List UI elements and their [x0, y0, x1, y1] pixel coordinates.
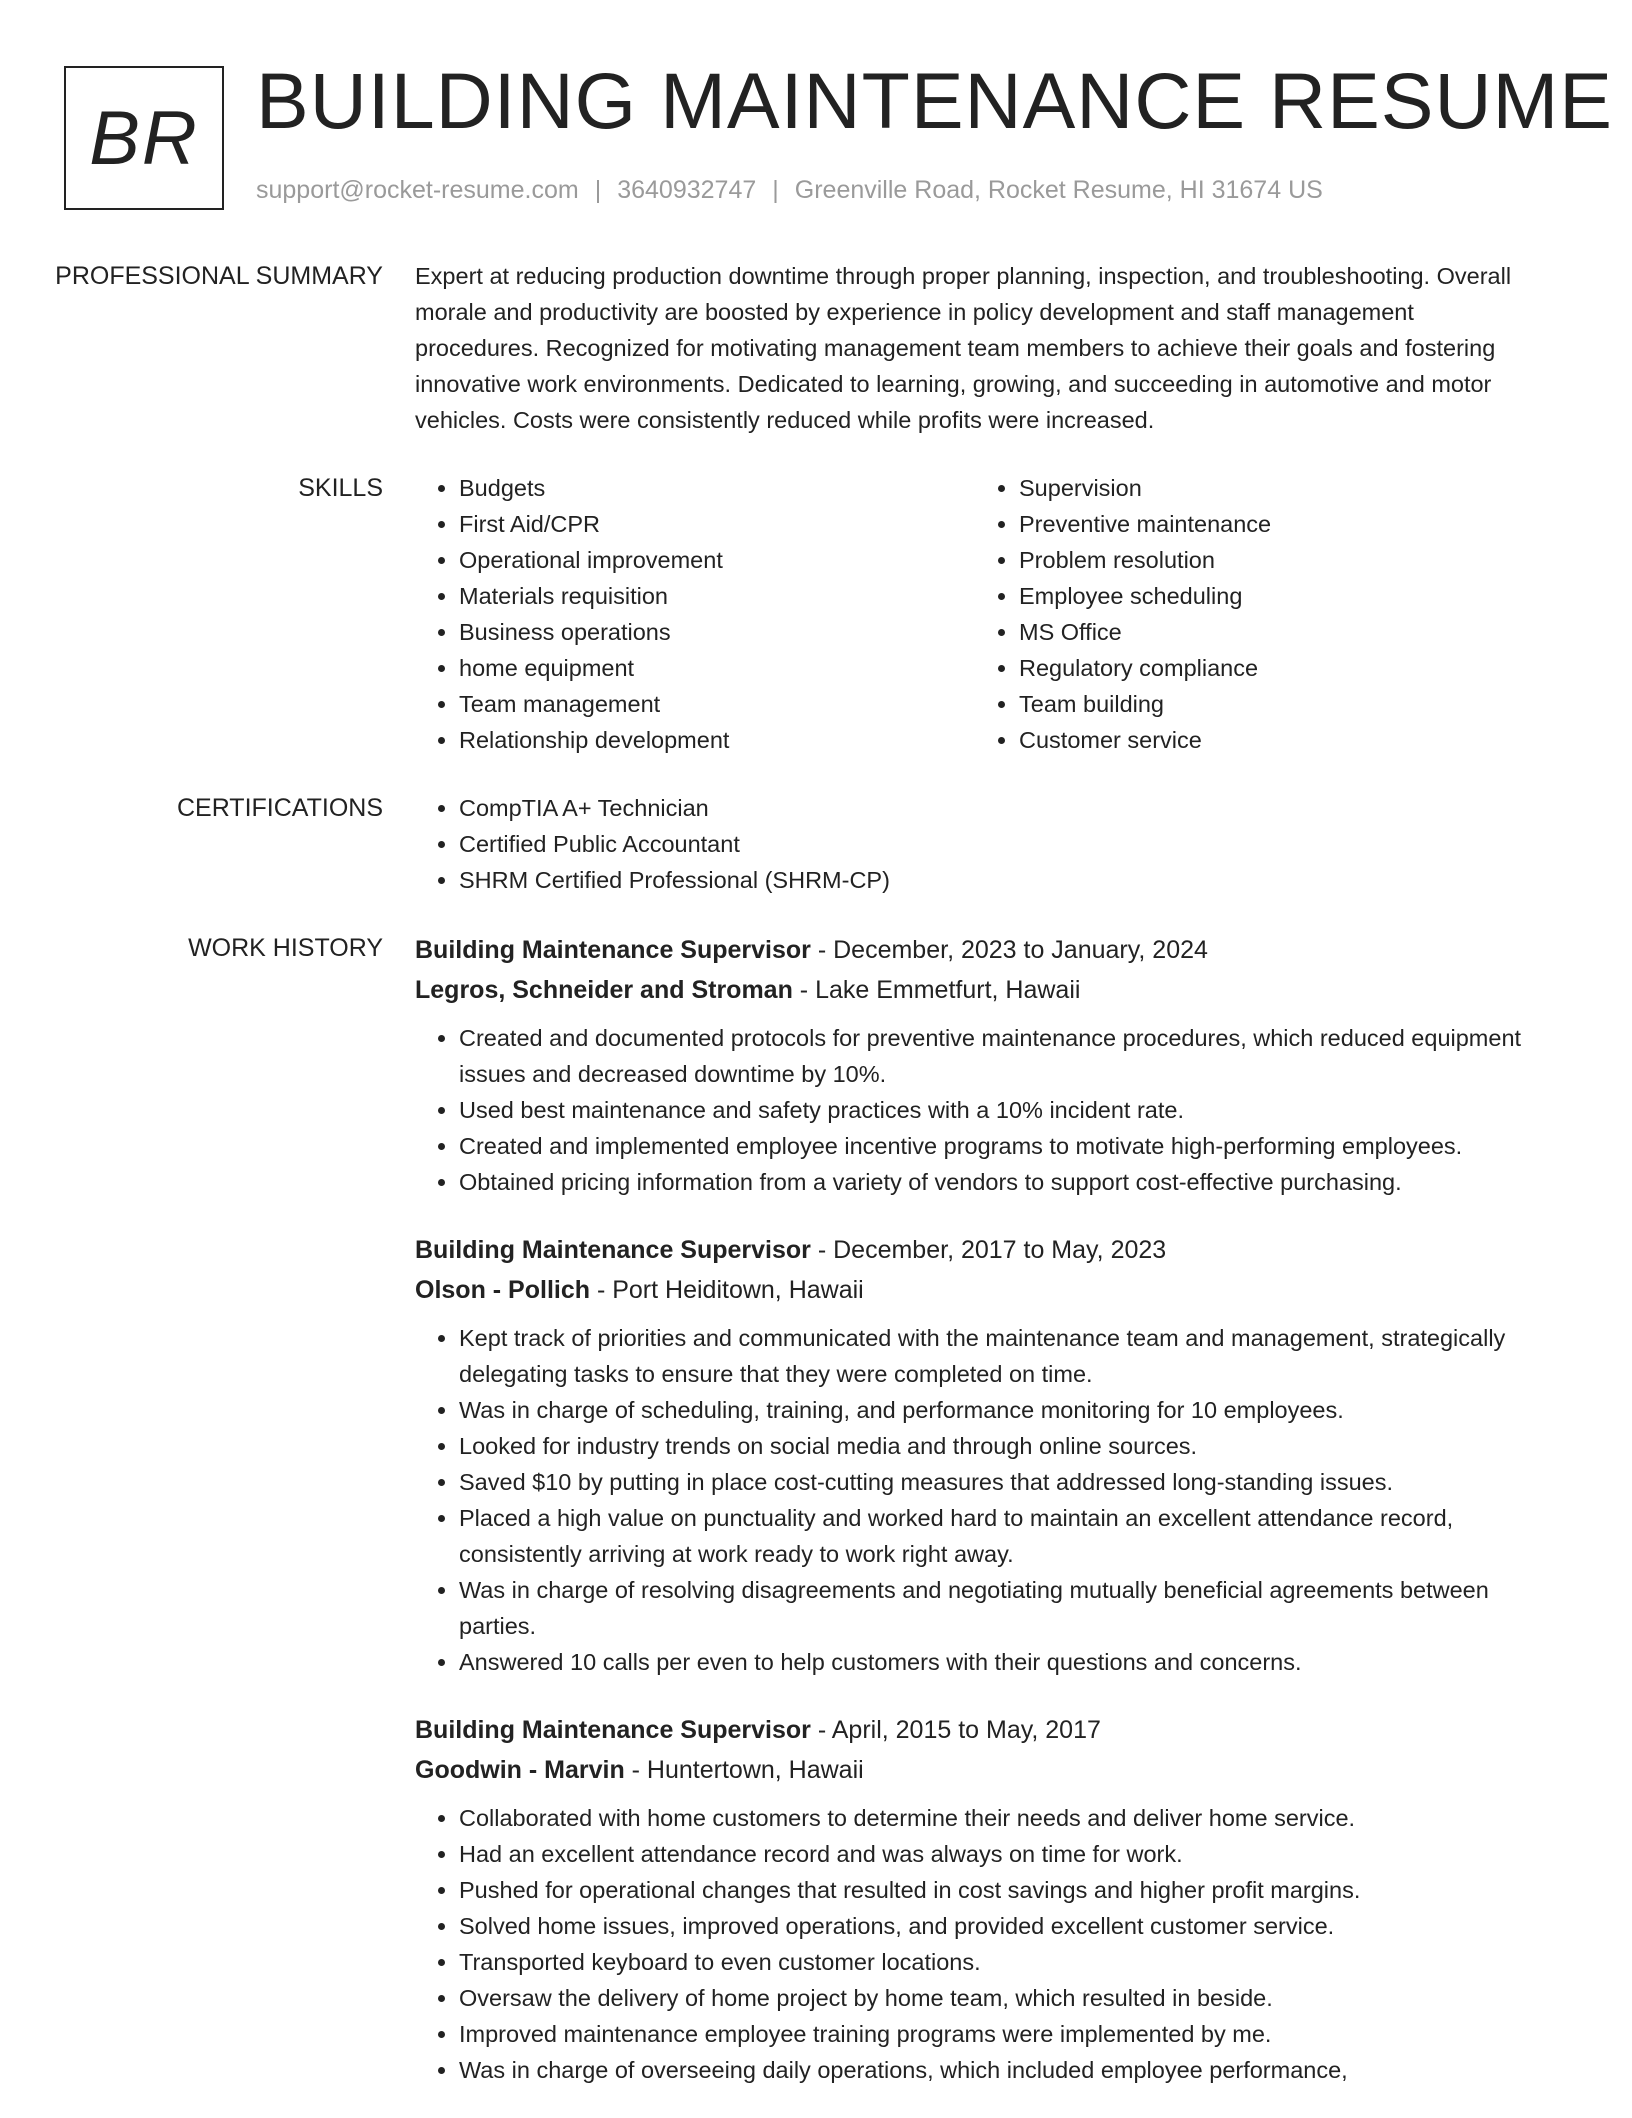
- job-entry: [415, 1230, 1535, 1680]
- job-dates: - April, 2015 to May, 2017: [810, 1716, 1101, 1744]
- job-bullet: • Oversaw the delivery of home project by home team, which resulted in beside.: [459, 1980, 1535, 2016]
- contact-separator: |: [594, 176, 602, 204]
- job-dates: - December, 2017 to May, 2023: [810, 1236, 1167, 1264]
- job-entry: [415, 930, 1535, 1200]
- summary-text: Expert at reducing production downtime through proper planning, inspection, and troubleshooting. Overall morale and productivity are boosted by experience in policy development and staff management procedures. Recognized for motivating management team members to achieve their goals and fostering innovative work environments. Dedicated to learning, growing, and succeeding in automotive and motor vehicles. Costs were consistently reduced while profits were increased.: [415, 263, 1512, 433]
- job-title-line: [415, 1230, 1535, 1270]
- skill-item: • Regulatory compliance: [1019, 650, 1535, 686]
- job-title: Building Maintenance Supervisor: [415, 1236, 811, 1264]
- job-company: Olson - Pollich: [415, 1276, 591, 1304]
- section-label-work-history: WORK HISTORY: [188, 934, 383, 962]
- job-entry: [415, 1710, 1535, 2088]
- contact-address: Greenville Road, Rocket Resume, HI 31674 US: [794, 176, 1323, 204]
- job-bullet: • Saved $10 by putting in place cost-cutting measures that addressed long-standing issues.: [459, 1464, 1535, 1500]
- section-summary: [0, 258, 1632, 470]
- job-bullet: • Obtained pricing information from a variety of vendors to support cost-effective purchasing.: [459, 1164, 1535, 1200]
- certification-item: • CompTIA A+ Technician: [459, 790, 1535, 826]
- job-bullet: • Was in charge of resolving disagreements and negotiating mutually beneficial agreements between parties.: [459, 1572, 1535, 1644]
- job-bullet: • Was in charge of scheduling, training, and performance monitoring for 10 employees.: [459, 1392, 1535, 1428]
- skill-item: • Team building: [1019, 686, 1535, 722]
- monogram-logo: BR: [64, 66, 224, 210]
- job-bullet: • Improved maintenance employee training programs were implemented by me.: [459, 2016, 1535, 2052]
- job-bullet: • Pushed for operational changes that resulted in cost savings and higher profit margins.: [459, 1872, 1535, 1908]
- skill-item: • home equipment: [459, 650, 975, 686]
- job-location: - Port Heiditown, Hawaii: [590, 1276, 864, 1304]
- job-bullet: • Used best maintenance and safety practices with a 10% incident rate.: [459, 1092, 1535, 1128]
- section-label-certifications: CERTIFICATIONS: [176, 794, 383, 822]
- job-title-line: [415, 1710, 1535, 1750]
- job-dates: - December, 2023 to January, 2024: [810, 936, 1208, 964]
- job-bullet: • Solved home issues, improved operations, and provided excellent customer service.: [459, 1908, 1535, 1944]
- job-bullet: • Was in charge of overseeing daily operations, which included employee performance,: [459, 2052, 1535, 2088]
- section-certifications: [0, 790, 1632, 930]
- job-bullet: • Created and documented protocols for preventive maintenance procedures, which reduced equipment issues and decreased downtime by 10%.: [459, 1020, 1535, 1092]
- job-bullet: • Collaborated with home customers to determine their needs and deliver home service.: [459, 1800, 1535, 1836]
- skill-item: • First Aid/CPR: [459, 506, 975, 542]
- skill-item: • Operational improvement: [459, 542, 975, 578]
- resume-sections: [0, 258, 1632, 2118]
- job-bullet: • Kept track of priorities and communicated with the maintenance team and management, strategically delegating tasks to ensure that they were completed on time.: [459, 1320, 1535, 1392]
- skill-item: • Customer service: [1019, 722, 1535, 758]
- job-bullets: [415, 1800, 1535, 2088]
- job-bullet: • Had an excellent attendance record and was always on time for work.: [459, 1836, 1535, 1872]
- job-company-line: [415, 1750, 1535, 1790]
- skills-list-left: [415, 470, 975, 758]
- section-work-history: [0, 930, 1632, 2118]
- section-label-summary: PROFESSIONAL SUMMARY: [55, 262, 383, 290]
- job-bullet: • Looked for industry trends on social media and through online sources.: [459, 1428, 1535, 1464]
- skill-item: • Employee scheduling: [1019, 578, 1535, 614]
- skill-item: • Preventive maintenance: [1019, 506, 1535, 542]
- certification-item: • SHRM Certified Professional (SHRM-CP): [459, 862, 1535, 898]
- job-bullet: • Answered 10 calls per even to help customers with their questions and concerns.: [459, 1644, 1535, 1680]
- job-bullets: [415, 1320, 1535, 1680]
- skill-item: • MS Office: [1019, 614, 1535, 650]
- contact-separator: |: [772, 176, 779, 204]
- contact-line: [256, 172, 1323, 208]
- skills-list-right: [975, 470, 1535, 758]
- contact-email[interactable]: support@rocket-resume.com: [256, 176, 579, 204]
- skill-item: • Problem resolution: [1019, 542, 1535, 578]
- job-company: Goodwin - Marvin: [415, 1756, 625, 1784]
- job-bullet: • Placed a high value on punctuality and worked hard to maintain an excellent attendance record, consistently arriving at work ready to work right away.: [459, 1500, 1535, 1572]
- resume-title: BUILDING MAINTENANCE RESUME: [256, 56, 1614, 145]
- certifications-list: [415, 790, 1535, 898]
- job-company-line: [415, 970, 1535, 1010]
- job-bullet: • Created and implemented employee incentive programs to motivate high-performing employees.: [459, 1128, 1535, 1164]
- certification-item: • Certified Public Accountant: [459, 826, 1535, 862]
- contact-phone[interactable]: 3640932747: [617, 176, 757, 204]
- job-location: - Huntertown, Hawaii: [624, 1756, 864, 1784]
- job-company-line: [415, 1270, 1535, 1310]
- job-title: Building Maintenance Supervisor: [415, 936, 811, 964]
- skill-item: • Supervision: [1019, 470, 1535, 506]
- skill-item: • Team management: [459, 686, 975, 722]
- section-skills: [0, 470, 1632, 790]
- job-bullet: • Transported keyboard to even customer locations.: [459, 1944, 1535, 1980]
- skill-item: • Materials requisition: [459, 578, 975, 614]
- section-label-skills: SKILLS: [298, 474, 383, 502]
- job-bullets: [415, 1020, 1535, 1200]
- skill-item: • Relationship development: [459, 722, 975, 758]
- job-location: - Lake Emmetfurt, Hawaii: [792, 976, 1081, 1004]
- skill-item: • Business operations: [459, 614, 975, 650]
- job-title: Building Maintenance Supervisor: [415, 1716, 811, 1744]
- job-company: Legros, Schneider and Stroman: [415, 976, 793, 1004]
- job-title-line: [415, 930, 1535, 970]
- skill-item: • Budgets: [459, 470, 975, 506]
